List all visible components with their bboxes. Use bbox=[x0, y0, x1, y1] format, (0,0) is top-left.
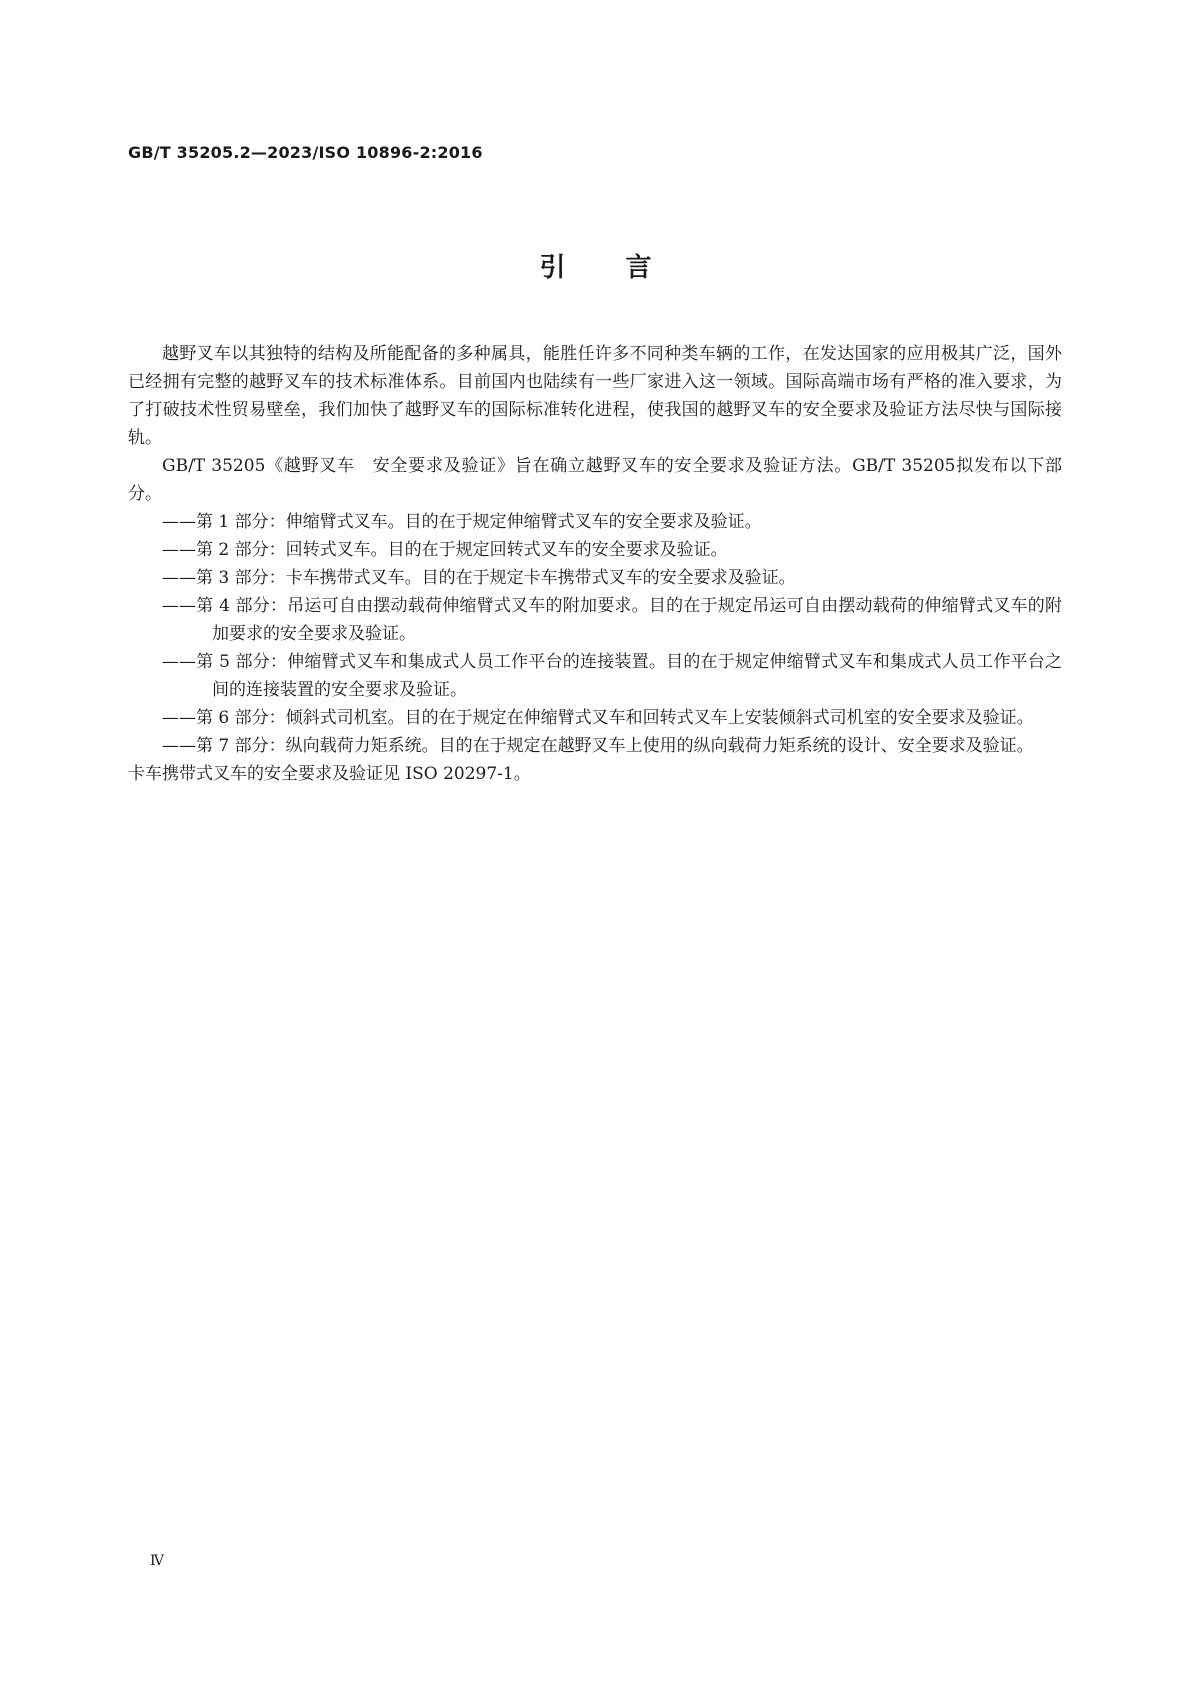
list-item: ——第 1 部分：伸缩臂式叉车。目的在于规定伸缩臂式叉车的安全要求及验证。 bbox=[162, 512, 762, 532]
parts-list bbox=[128, 508, 1062, 760]
standard-code-header: GB/T 35205.2—2023/ISO 10896-2:2016 bbox=[128, 143, 483, 162]
list-item: ——第 2 部分：回转式叉车。目的在于规定回转式叉车的安全要求及验证。 bbox=[162, 540, 728, 560]
list-item: ——第 6 部分：倾斜式司机室。目的在于规定在伸缩臂式叉车和回转式叉车上安装倾斜式司机室的安全要求及验证。 bbox=[162, 708, 1034, 728]
paragraph-series: GB/T 35205《越野叉车 安全要求及验证》旨在确立越野叉车的安全要求及验证方法。GB/T 35205拟发布以下部分。 bbox=[128, 456, 1062, 504]
paragraph-closing: 卡车携带式叉车的安全要求及验证见 ISO 20297-1。 bbox=[128, 764, 531, 784]
section-title: 引言 bbox=[539, 253, 712, 283]
list-item: ——第 4 部分：吊运可自由摆动载荷伸缩臂式叉车的附加要求。目的在于规定吊运可自由摆动载荷的伸缩臂式叉车的附加要求的安全要求及验证。 bbox=[162, 596, 1062, 644]
list-item: ——第 3 部分：卡车携带式叉车。目的在于规定卡车携带式叉车的安全要求及验证。 bbox=[162, 568, 796, 588]
document-body bbox=[128, 340, 1062, 788]
page-number: Ⅳ bbox=[150, 1553, 164, 1569]
paragraph-intro: 越野叉车以其独特的结构及所能配备的多种属具，能胜任许多不同种类车辆的工作，在发达国家的应用极其广泛，国外已经拥有完整的越野叉车的技术标准体系。目前国内也陆续有一些厂家进入这一领域。国际高端市场有严格的准入要求，为了打破技术性贸易壁垒，我们加快了越野叉车的国际标准转化进程，使我国的越野叉车的安全要求及验证方法尽快与国际接轨。 bbox=[128, 344, 1062, 448]
list-item: ——第 7 部分：纵向载荷力矩系统。目的在于规定在越野叉车上使用的纵向载荷力矩系统的设计、安全要求及验证。 bbox=[162, 736, 1034, 756]
list-item: ——第 5 部分：伸缩臂式叉车和集成式人员工作平台的连接装置。目的在于规定伸缩臂式叉车和集成式人员工作平台之间的连接装置的安全要求及验证。 bbox=[162, 652, 1062, 700]
